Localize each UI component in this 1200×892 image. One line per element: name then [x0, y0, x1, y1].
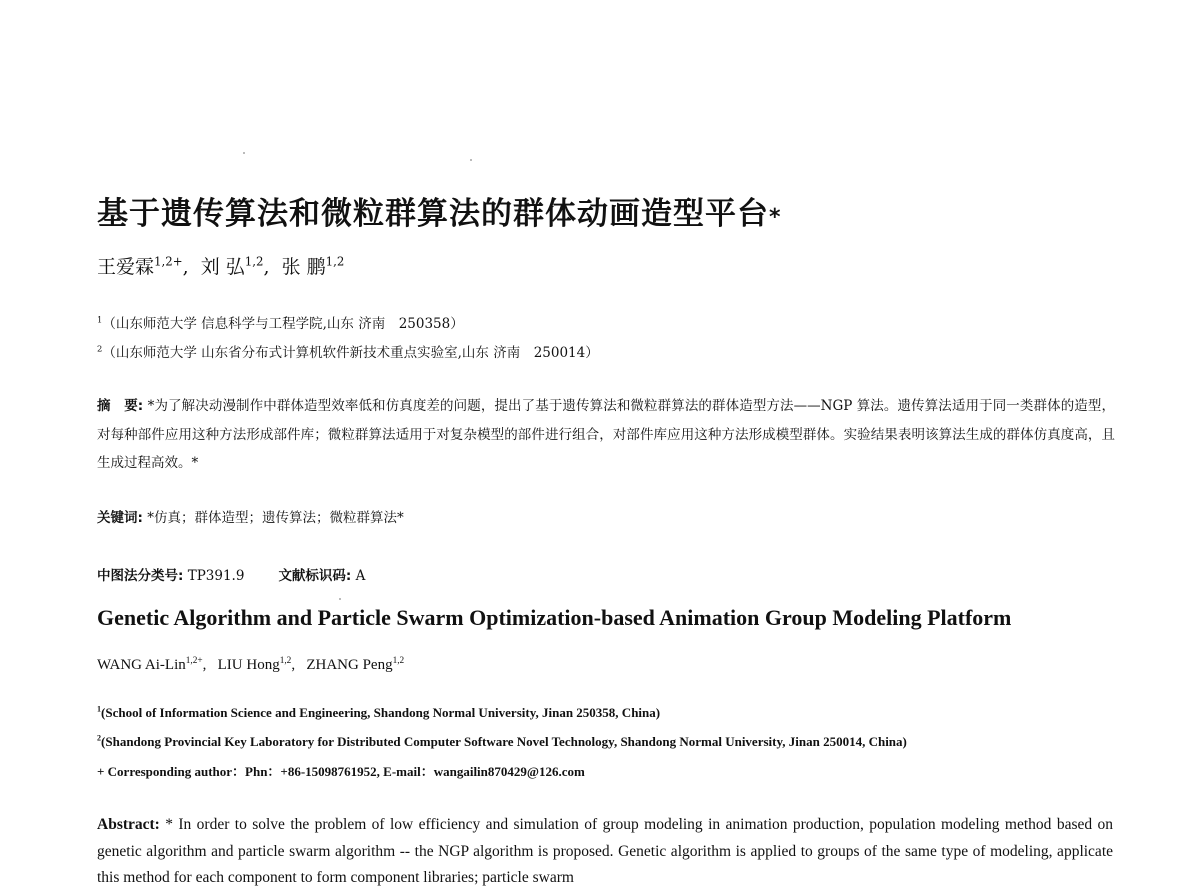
- en-affiliation-1: $^1$(School of Information Science and Engineering, Shandong Normal University, Jinan 250358, China): [97, 704, 661, 720]
- cn-author-2: 刘 弘: [200, 256, 245, 278]
- cn-author-3: 张 鹏: [281, 256, 326, 278]
- classification-line: 中图法分类号: TP391.9 文献标识码: A: [97, 568, 366, 584]
- en-author-2: LIU Hong: [217, 657, 280, 673]
- cn-author-1-sup: 1,2+: [154, 254, 183, 269]
- cn-abstract: [97, 392, 1115, 478]
- document-code: A: [351, 568, 366, 584]
- en-author-3: ZHANG Peng: [306, 657, 393, 673]
- cn-abstract-text: *为了解决动漫制作中群体造型效率低和仿真度差的问题，提出了基于遗传算法和微粒群算法的群体造型方法——NGP 算法。遗传算法适用于同一类群体的造型，对每种部件应用这种方法形成部件库；微粒群算法适用于对复杂模型的部件进行组合，对部件库应用这种方法形成模型群体。实验结果表明该算法生成的群体仿真度高，且生成过程高效。*: [97, 398, 1115, 471]
- en-authors: WANG Ai-Lin$^{1,2+}$, LIU Hong$^{1,2}$, ZHANG Peng$^{1,2}$: [97, 656, 405, 673]
- cn-author-2-sup: 1,2: [244, 254, 264, 269]
- en-abstract: [97, 812, 1113, 892]
- cn-abstract-label: 摘 要:: [97, 398, 144, 414]
- cn-affiliation-2: $^2$（山东师范大学 山东省分布式计算机软件新技术重点实验室,山东 济南 250014）: [97, 343, 599, 361]
- cn-author-3-sup: 1,2: [325, 254, 345, 269]
- scan-speck: [470, 159, 472, 161]
- en-abstract-label: Abstract:: [97, 816, 160, 833]
- en-abstract-text: * In order to solve the problem of low efficiency and simulation of group modeling in animation production, population modeling method based on genetic algorithm and particle swarm algorithm -- the NGP algorithm is proposed. Genetic algorithm is applied to groups of the same type of modeling, applicate this method for each component to form component libraries; particle swarm: [97, 816, 1113, 886]
- cn-title: 基于遗传算法和微粒群算法的群体动画造型平台*: [97, 196, 782, 232]
- cn-affiliation-1: $^1$（山东师范大学 信息科学与工程学院,山东 济南 250358）: [97, 314, 464, 332]
- class-number: TP391.9: [183, 568, 245, 584]
- scan-speck: [243, 152, 245, 154]
- corresponding-author: + Corresponding author：Phn：+86-15098761952, E-mail：wangailin870429@126.com: [97, 764, 585, 779]
- cn-authors: 王爱霖$^{1,2+}$, 刘 弘$^{1,2}$, 张 鹏$^{1,2}$: [97, 254, 345, 278]
- en-title: Genetic Algorithm and Particle Swarm Optimization-based Animation Group Modeling Platform: [97, 605, 1012, 630]
- en-affiliation-2: $^2$(Shandong Provincial Key Laboratory for Distributed Computer Software Novel Technology, Shandong Normal University, Jinan 250014, China): [97, 733, 907, 749]
- title-mark: *: [769, 205, 782, 230]
- en-author-1: WANG Ai-Lin: [97, 657, 186, 673]
- scan-speck: [339, 598, 341, 600]
- cn-author-1: 王爱霖: [97, 256, 155, 278]
- cn-keywords: 关键词: *仿真；群体造型；遗传算法；微粒群算法*: [97, 510, 404, 526]
